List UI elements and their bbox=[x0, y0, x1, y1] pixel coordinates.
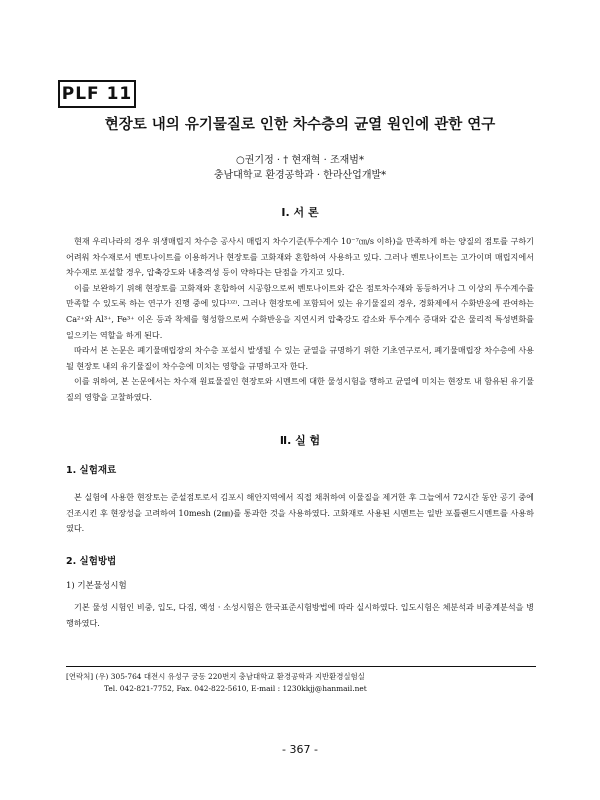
paper-code-badge: PLF 11 bbox=[58, 80, 136, 108]
section-heading-introduction: Ⅰ. 서 론 bbox=[281, 206, 319, 219]
contact-address: [연락처] (우) 305-764 대전시 유성구 궁동 220번지 충남대학교 환경공학과 지반환경실험실 bbox=[66, 672, 365, 681]
author-list: ○권기정 · † 현재혁 · 조재범* bbox=[236, 155, 364, 166]
paragraph: 기본 물성 시험인 비중, 입도, 다짐, 액성 · 소성시험은 한국표준시험방법에 따라 실시하였다. 입도시험은 체분석과 비중계분석을 병행하였다. bbox=[66, 602, 534, 628]
subsection-heading-materials: 1. 실험재료 bbox=[66, 465, 117, 476]
section-heading-experiment: Ⅱ. 실 험 bbox=[279, 434, 321, 447]
subsubsection-heading-basic-tests: 1) 기본물성시험 bbox=[66, 581, 127, 591]
paragraph: 따라서 본 논문은 폐기물매립장의 차수층 포설시 발생될 수 있는 균열을 규명하기 위한 기초연구로서, 폐기물매립장 차수층에 사용될 현장토 내의 유기물질이 차수층에 미치는 영향을 규명하고자 한다. bbox=[66, 345, 534, 371]
paragraph: 이를 위하여, 본 논문에서는 차수재 원료물질인 현장토와 시멘트에 대한 물성시험을 행하고 균열에 미치는 현장토 내 함유된 유기물질의 영향을 고찰하였다. bbox=[66, 376, 534, 402]
page-number: - 367 - bbox=[282, 743, 318, 756]
contact-phone-email: Tel. 042-821-7752, Fax. 042-822-5610, E-mail : 1230kkjj@hanmail.net bbox=[104, 684, 367, 693]
introduction-body bbox=[66, 234, 534, 406]
materials-body bbox=[66, 490, 534, 537]
paragraph: 이를 보완하기 위해 현장토를 고화재와 혼합하여 시공함으로써 벤토나이트와 같은 점토차수재와 동등하거나 그 이상의 투수계수를 만족할 수 있도록 하는 연구가 진행 중에 있다¹⁾²⁾. 그러나 현장토에 포함되어 있는 유기물질의 경우, 경화제에서 수화반응에 관여하는 Ca²⁺와 Al³⁺, Fe³⁺ 이온 등과 착체를 형성함으로써 수화반응을 지연시켜 압축강도 감소와 투수계수 증대와 같은 물리적 특성변화를 일으키는 역할을 하게 된다. bbox=[66, 282, 534, 340]
paragraph: 현재 우리나라의 경우 위생매립지 차수층 공사시 매립지 차수기준(투수계수 10⁻⁷㎝/s 이하)을 만족하게 하는 양질의 점토를 구하기 어려워 차수재로서 벤토나이트를 이용하거나 현장토를 고화재와 혼합하여 사용하고 있다. 그러나 벤토나이트는 고가이며 매립지에서 차수재로 포설할 경우, 압축강도와 내충격성 등이 약하다는 단점을 가지고 있다. bbox=[66, 236, 534, 278]
paper-title: 현장토 내의 유기물질로 인한 차수층의 균열 원인에 관한 연구 bbox=[104, 117, 496, 133]
basic-tests-body bbox=[66, 600, 534, 631]
contact-footnote bbox=[66, 666, 536, 695]
paragraph: 본 실험에 사용한 현장토는 준설점토로서 김포시 해안지역에서 직접 채취하여 이물질을 제거한 후 그늘에서 72시간 동안 공기 중에 건조시킨 후 현장성을 고려하여 10mesh (2㎜)를 통과한 것을 사용하였다. 고화재로 사용된 시멘트는 일반 포틀랜드시멘트를 사용하였다. bbox=[66, 492, 534, 534]
subsection-heading-methods: 2. 실험방법 bbox=[66, 556, 117, 567]
author-affiliation: 충남대학교 환경공학과 · 한라산업개발* bbox=[213, 170, 387, 181]
